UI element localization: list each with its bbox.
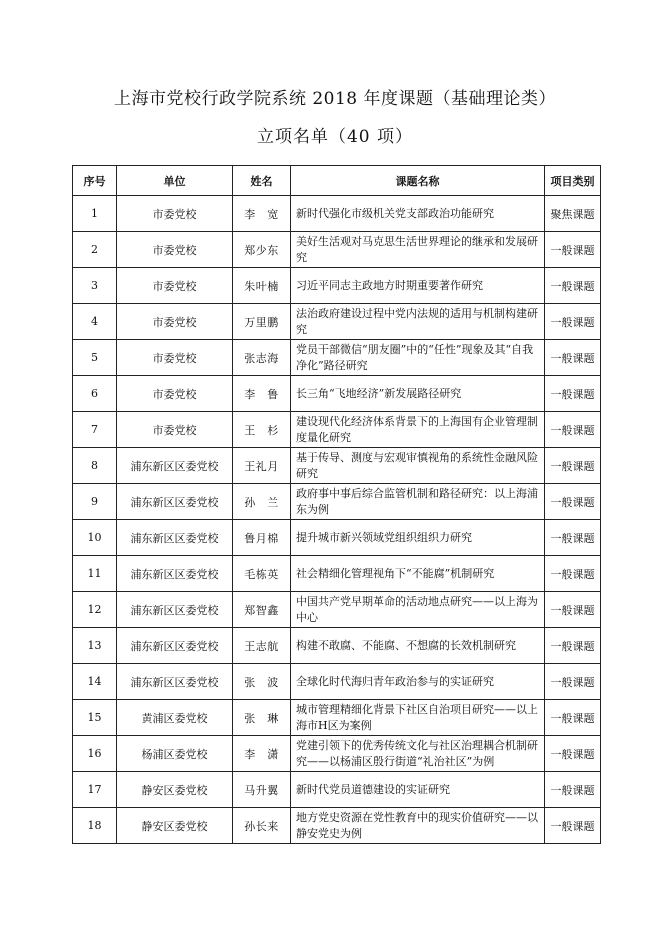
cell-topic: 党建引领下的优秀传统文化与社区治理耦合机制研究——以杨浦区殷行街道“礼治社区”为例 [291, 736, 545, 772]
cell-unit: 静安区委党校 [117, 772, 233, 808]
cell-category: 一般课题 [545, 232, 601, 268]
cell-no: 8 [73, 448, 117, 484]
cell-category: 一般课题 [545, 484, 601, 520]
cell-no: 1 [73, 196, 117, 232]
cell-no: 15 [73, 700, 117, 736]
cell-name: 张志海 [233, 340, 291, 376]
cell-no: 17 [73, 772, 117, 808]
cell-no: 5 [73, 340, 117, 376]
cell-no: 2 [73, 232, 117, 268]
cell-no: 7 [73, 412, 117, 448]
cell-topic: 新时代党员道德建设的实证研究 [291, 772, 545, 808]
table-row [73, 772, 601, 808]
table-row [73, 700, 601, 736]
cell-category: 一般课题 [545, 412, 601, 448]
cell-no: 13 [73, 628, 117, 664]
cell-category: 一般课题 [545, 556, 601, 592]
cell-no: 6 [73, 376, 117, 412]
cell-topic: 党员干部微信“朋友圈”中的“任性”现象及其“自我净化”路径研究 [291, 340, 545, 376]
document-subtitle: 立项名单（40 项） [256, 127, 414, 147]
cell-unit: 市委党校 [117, 196, 233, 232]
cell-category: 一般课题 [545, 448, 601, 484]
cell-topic: 社会精细化管理视角下“不能腐”机制研究 [291, 556, 545, 592]
cell-category: 一般课题 [545, 304, 601, 340]
cell-topic: 建设现代化经济体系背景下的上海国有企业管理制度量化研究 [291, 412, 545, 448]
cell-topic: 基于传导、测度与宏观审慎视角的系统性金融风险研究 [291, 448, 545, 484]
cell-unit: 市委党校 [117, 412, 233, 448]
table-row [73, 592, 601, 628]
cell-name: 孙长来 [233, 808, 291, 844]
table-row [73, 340, 601, 376]
table-body [73, 196, 601, 844]
cell-name: 李 潇 [233, 736, 291, 772]
header-topic: 课题名称 [291, 166, 545, 196]
cell-unit: 静安区委党校 [117, 808, 233, 844]
cell-name: 郑少东 [233, 232, 291, 268]
cell-category: 一般课题 [545, 520, 601, 556]
cell-unit: 浦东新区区委党校 [117, 484, 233, 520]
table-row [73, 412, 601, 448]
cell-topic: 政府事中事后综合监管机制和路径研究：以上海浦东为例 [291, 484, 545, 520]
table-row [73, 484, 601, 520]
table-row [73, 376, 601, 412]
cell-no: 16 [73, 736, 117, 772]
cell-name: 李 宽 [233, 196, 291, 232]
cell-topic: 全球化时代海归青年政治参与的实证研究 [291, 664, 545, 700]
cell-topic: 新时代强化市级机关党支部政治功能研究 [291, 196, 545, 232]
cell-unit: 浦东新区区委党校 [117, 592, 233, 628]
cell-category: 一般课题 [545, 700, 601, 736]
cell-unit: 市委党校 [117, 340, 233, 376]
cell-name: 朱叶楠 [233, 268, 291, 304]
cell-topic: 美好生活观对马克思生活世界理论的继承和发展研究 [291, 232, 545, 268]
table-row [73, 808, 601, 844]
cell-topic: 提升城市新兴领域党组织组织力研究 [291, 520, 545, 556]
cell-name: 马升翼 [233, 772, 291, 808]
cell-unit: 黄浦区委党校 [117, 700, 233, 736]
table-row [73, 520, 601, 556]
header-unit: 单位 [117, 166, 233, 196]
cell-unit: 浦东新区区委党校 [117, 628, 233, 664]
cell-unit: 浦东新区区委党校 [117, 448, 233, 484]
cell-name: 李 鲁 [233, 376, 291, 412]
table-row [73, 448, 601, 484]
cell-topic: 构建不敢腐、不能腐、不想腐的长效机制研究 [291, 628, 545, 664]
cell-no: 10 [73, 520, 117, 556]
cell-unit: 杨浦区委党校 [117, 736, 233, 772]
cell-unit: 浦东新区区委党校 [117, 520, 233, 556]
cell-no: 14 [73, 664, 117, 700]
cell-name: 王志航 [233, 628, 291, 664]
table-row [73, 736, 601, 772]
cell-no: 3 [73, 268, 117, 304]
cell-name: 郑智鑫 [233, 592, 291, 628]
cell-no: 12 [73, 592, 117, 628]
table-row [73, 664, 601, 700]
table-row [73, 196, 601, 232]
cell-unit: 市委党校 [117, 376, 233, 412]
table-row [73, 556, 601, 592]
cell-no: 18 [73, 808, 117, 844]
cell-topic: 中国共产党早期革命的活动地点研究——以上海为中心 [291, 592, 545, 628]
header-category: 项目类别 [545, 166, 601, 196]
header-name: 姓名 [233, 166, 291, 196]
cell-name: 张 琳 [233, 700, 291, 736]
cell-category: 一般课题 [545, 808, 601, 844]
cell-unit: 市委党校 [117, 232, 233, 268]
cell-topic: 习近平同志主政地方时期重要著作研究 [291, 268, 545, 304]
cell-unit: 市委党校 [117, 304, 233, 340]
table-header-row [73, 166, 601, 196]
cell-category: 一般课题 [545, 592, 601, 628]
project-list-table [72, 165, 601, 844]
cell-category: 一般课题 [545, 628, 601, 664]
cell-topic: 城市管理精细化背景下社区自治项目研究——以上海市H区为案例 [291, 700, 545, 736]
cell-topic: 法治政府建设过程中党内法规的适用与机制构建研究 [291, 304, 545, 340]
cell-category: 聚焦课题 [545, 196, 601, 232]
table-row [73, 268, 601, 304]
cell-unit: 浦东新区区委党校 [117, 556, 233, 592]
cell-name: 孙 兰 [233, 484, 291, 520]
cell-category: 一般课题 [545, 664, 601, 700]
cell-no: 4 [73, 304, 117, 340]
header-no: 序号 [73, 166, 117, 196]
cell-name: 鲁月棉 [233, 520, 291, 556]
cell-category: 一般课题 [545, 340, 601, 376]
cell-topic: 地方党史资源在党性教育中的现实价值研究——以静安党史为例 [291, 808, 545, 844]
cell-no: 11 [73, 556, 117, 592]
cell-category: 一般课题 [545, 376, 601, 412]
cell-name: 张 波 [233, 664, 291, 700]
cell-category: 一般课题 [545, 736, 601, 772]
cell-name: 毛栋英 [233, 556, 291, 592]
cell-name: 万里鹏 [233, 304, 291, 340]
table-row [73, 304, 601, 340]
cell-name: 王 杉 [233, 412, 291, 448]
cell-category: 一般课题 [545, 772, 601, 808]
cell-unit: 浦东新区区委党校 [117, 664, 233, 700]
cell-unit: 市委党校 [117, 268, 233, 304]
cell-no: 9 [73, 484, 117, 520]
table-row [73, 232, 601, 268]
cell-category: 一般课题 [545, 268, 601, 304]
table-row [73, 628, 601, 664]
cell-name: 王礼月 [233, 448, 291, 484]
cell-topic: 长三角“飞地经济”新发展路径研究 [291, 376, 545, 412]
document-title: 上海市党校行政学院系统 2018 年度课题（基础理论类） [113, 89, 557, 109]
